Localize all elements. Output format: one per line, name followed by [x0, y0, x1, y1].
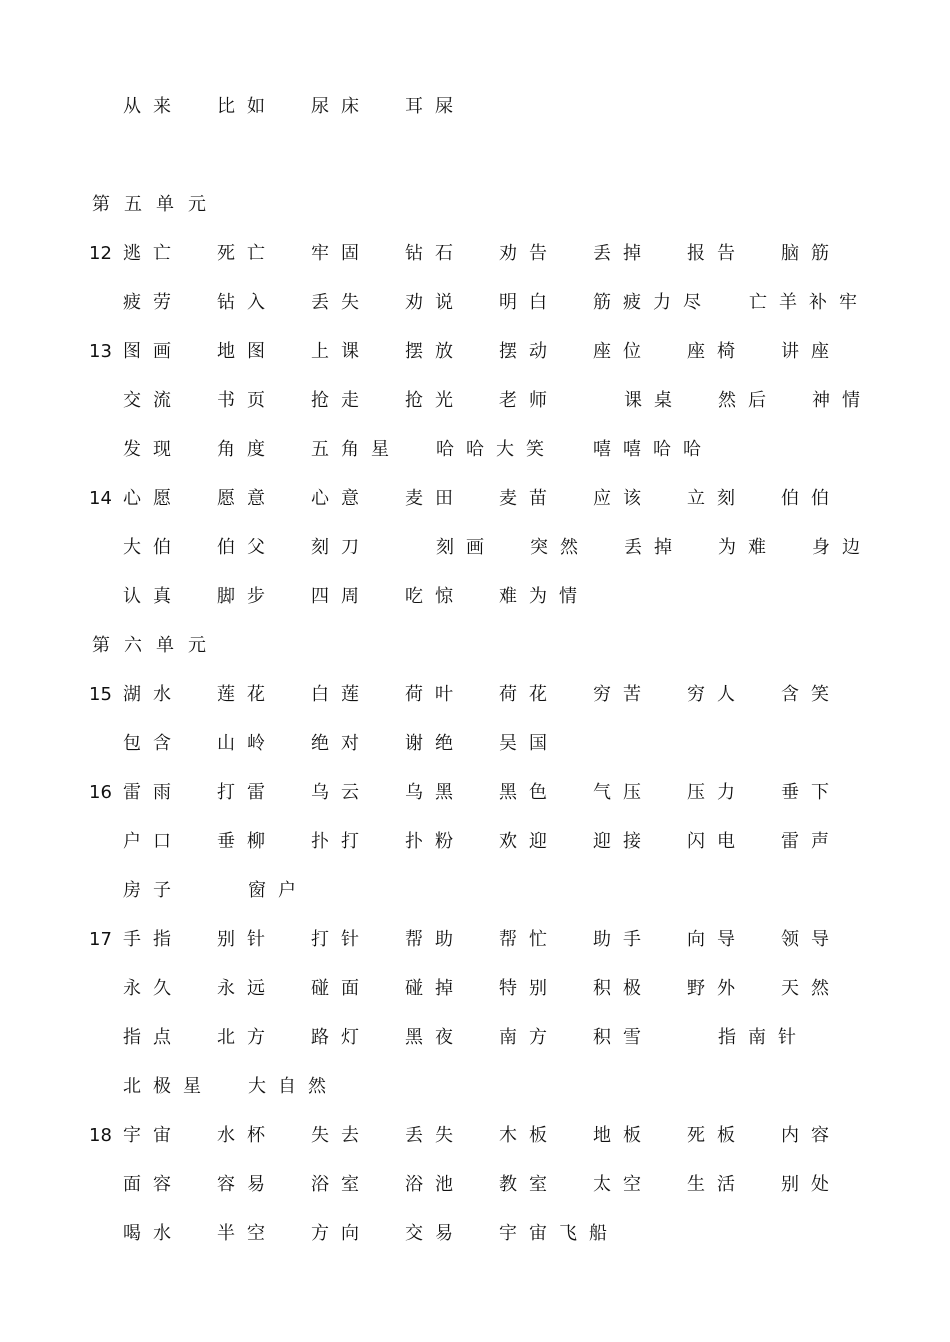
- word: 领导: [781, 929, 841, 950]
- word: 扑粉: [405, 831, 465, 852]
- word: 北极星: [123, 1076, 213, 1097]
- word: 打雷: [217, 782, 277, 803]
- word: 筋疲力尽: [593, 292, 713, 313]
- word-row: [0, 1072, 950, 1102]
- word: 课桌: [624, 390, 684, 411]
- word: 指南针: [718, 1027, 808, 1048]
- word: 乌云: [311, 782, 371, 803]
- word: 南方: [499, 1027, 559, 1048]
- word: 指点: [123, 1027, 183, 1048]
- word: 永久: [123, 978, 183, 999]
- word: 突然: [530, 537, 590, 558]
- word: 四周: [311, 586, 371, 607]
- word: 积雪: [593, 1027, 653, 1048]
- word-row: [0, 876, 950, 906]
- word-row: [0, 1170, 950, 1200]
- word-row: [0, 1023, 950, 1053]
- word: 脑筋: [781, 243, 841, 264]
- word: 闪电: [687, 831, 747, 852]
- word: 交流: [123, 390, 183, 411]
- word-row: [0, 239, 950, 269]
- word: 谢绝: [405, 733, 465, 754]
- word: 迎接: [593, 831, 653, 852]
- word-row: [0, 827, 950, 857]
- word: 劝说: [405, 292, 465, 313]
- word: 图画: [123, 341, 183, 362]
- word: 方向: [311, 1223, 371, 1244]
- word: 抢光: [405, 390, 465, 411]
- word: 打针: [311, 929, 371, 950]
- word-row: [0, 435, 950, 465]
- word: 半空: [217, 1223, 277, 1244]
- word: 从来: [123, 96, 183, 117]
- word-row: [0, 533, 950, 563]
- word: 黑夜: [405, 1027, 465, 1048]
- word: 老师: [499, 390, 559, 411]
- word: 麦苗: [499, 488, 559, 509]
- word: 座椅: [687, 341, 747, 362]
- word: 手指: [123, 929, 183, 950]
- word: 劝告: [499, 243, 559, 264]
- word: 生活: [687, 1174, 747, 1195]
- word: 别针: [217, 929, 277, 950]
- word: 耳屎: [405, 96, 465, 117]
- word: 为难: [718, 537, 778, 558]
- lesson-number: 15: [89, 684, 112, 705]
- word: 大伯: [123, 537, 183, 558]
- word: 丢失: [405, 1125, 465, 1146]
- word: 湖水: [123, 684, 183, 705]
- word: 黑色: [499, 782, 559, 803]
- word-row: [0, 288, 950, 318]
- word: 亡羊补牢: [749, 292, 869, 313]
- word: 死板: [687, 1125, 747, 1146]
- word: 愿意: [217, 488, 277, 509]
- word: 嘻嘻哈哈: [593, 439, 713, 460]
- word-row: [0, 386, 950, 416]
- word: 水杯: [217, 1125, 277, 1146]
- word-row: [0, 925, 950, 955]
- word: 然后: [718, 390, 778, 411]
- word: 野外: [687, 978, 747, 999]
- word: 碰掉: [405, 978, 465, 999]
- word: 助手: [593, 929, 653, 950]
- word: 垂下: [781, 782, 841, 803]
- word: 含笑: [781, 684, 841, 705]
- lesson-number: 18: [89, 1125, 112, 1146]
- word: 丢掉: [593, 243, 653, 264]
- word: 摆动: [499, 341, 559, 362]
- word: 宇宙飞船: [499, 1223, 619, 1244]
- word: 吃惊: [405, 586, 465, 607]
- word-row: [0, 729, 950, 759]
- word: 积极: [593, 978, 653, 999]
- word: 明白: [499, 292, 559, 313]
- word: 心愿: [123, 488, 183, 509]
- word: 地图: [217, 341, 277, 362]
- word: 座位: [593, 341, 653, 362]
- word: 喝水: [123, 1223, 183, 1244]
- word: 丢掉: [624, 537, 684, 558]
- word: 教室: [499, 1174, 559, 1195]
- word: 白莲: [311, 684, 371, 705]
- word-row: [0, 680, 950, 710]
- word: 死亡: [217, 243, 277, 264]
- word: 刻画: [436, 537, 496, 558]
- word: 包含: [123, 733, 183, 754]
- word: 伯伯: [781, 488, 841, 509]
- word: 雷雨: [123, 782, 183, 803]
- lesson-number: 13: [89, 341, 112, 362]
- word: 帮忙: [499, 929, 559, 950]
- word: 刻刀: [311, 537, 371, 558]
- word-row: [0, 582, 950, 612]
- word: 应该: [593, 488, 653, 509]
- word: 扑打: [311, 831, 371, 852]
- word: 报告: [687, 243, 747, 264]
- word: 立刻: [687, 488, 747, 509]
- word: 容易: [217, 1174, 277, 1195]
- word: 面容: [123, 1174, 183, 1195]
- word: 牢固: [311, 243, 371, 264]
- word: 户口: [123, 831, 183, 852]
- word: 压力: [687, 782, 747, 803]
- word: 尿床: [311, 96, 371, 117]
- word: 碰面: [311, 978, 371, 999]
- word-row: [0, 778, 950, 808]
- word: 钻石: [405, 243, 465, 264]
- word: 天然: [781, 978, 841, 999]
- word: 气压: [593, 782, 653, 803]
- word: 穷人: [687, 684, 747, 705]
- word: 讲座: [781, 341, 841, 362]
- word: 钻入: [217, 292, 277, 313]
- word: 莲花: [217, 684, 277, 705]
- word: 垂柳: [217, 831, 277, 852]
- word: 向导: [687, 929, 747, 950]
- word: 逃亡: [123, 243, 183, 264]
- word: 麦田: [405, 488, 465, 509]
- unit-heading: 第五单元: [92, 194, 220, 215]
- word: 角度: [217, 439, 277, 460]
- word: 地板: [593, 1125, 653, 1146]
- word: 帮助: [405, 929, 465, 950]
- word: 别处: [781, 1174, 841, 1195]
- word: 雷声: [781, 831, 841, 852]
- word: 吴国: [499, 733, 559, 754]
- lesson-number: 17: [89, 929, 112, 950]
- word: 特别: [499, 978, 559, 999]
- word-row: [0, 1121, 950, 1151]
- word: 伯父: [217, 537, 277, 558]
- word: 荷花: [499, 684, 559, 705]
- word: 路灯: [311, 1027, 371, 1048]
- unit-heading: 第六单元: [92, 635, 220, 656]
- word: 山岭: [217, 733, 277, 754]
- word: 神情: [812, 390, 872, 411]
- word: 脚步: [217, 586, 277, 607]
- word: 浴室: [311, 1174, 371, 1195]
- word: 内容: [781, 1125, 841, 1146]
- word-row: [0, 337, 950, 367]
- word: 丢失: [311, 292, 371, 313]
- word: 木板: [499, 1125, 559, 1146]
- word: 北方: [217, 1027, 277, 1048]
- word: 比如: [217, 96, 277, 117]
- word: 荷叶: [405, 684, 465, 705]
- word: 认真: [123, 586, 183, 607]
- word: 太空: [593, 1174, 653, 1195]
- word: 穷苦: [593, 684, 653, 705]
- word-row: [0, 1219, 950, 1249]
- word-row: [0, 974, 950, 1004]
- lesson-number: 16: [89, 782, 112, 803]
- word: 宇宙: [123, 1125, 183, 1146]
- word: 上课: [311, 341, 371, 362]
- word: 哈哈大笑: [436, 439, 556, 460]
- word: 浴池: [405, 1174, 465, 1195]
- word-row: [0, 92, 950, 122]
- word: 欢迎: [499, 831, 559, 852]
- lesson-number: 12: [89, 243, 112, 264]
- word: 身边: [812, 537, 872, 558]
- word: 心意: [311, 488, 371, 509]
- word: 摆放: [405, 341, 465, 362]
- word: 发现: [123, 439, 183, 460]
- word: 书页: [217, 390, 277, 411]
- word: 五角星: [311, 439, 401, 460]
- word: 永远: [217, 978, 277, 999]
- word: 难为情: [499, 586, 589, 607]
- word: 乌黑: [405, 782, 465, 803]
- word: 交易: [405, 1223, 465, 1244]
- word: 绝对: [311, 733, 371, 754]
- lesson-number: 14: [89, 488, 112, 509]
- word: 房子: [123, 880, 183, 901]
- word: 窗户: [248, 880, 308, 901]
- word-row: [0, 484, 950, 514]
- word: 抢走: [311, 390, 371, 411]
- word: 大自然: [248, 1076, 338, 1097]
- word: 失去: [311, 1125, 371, 1146]
- word: 疲劳: [123, 292, 183, 313]
